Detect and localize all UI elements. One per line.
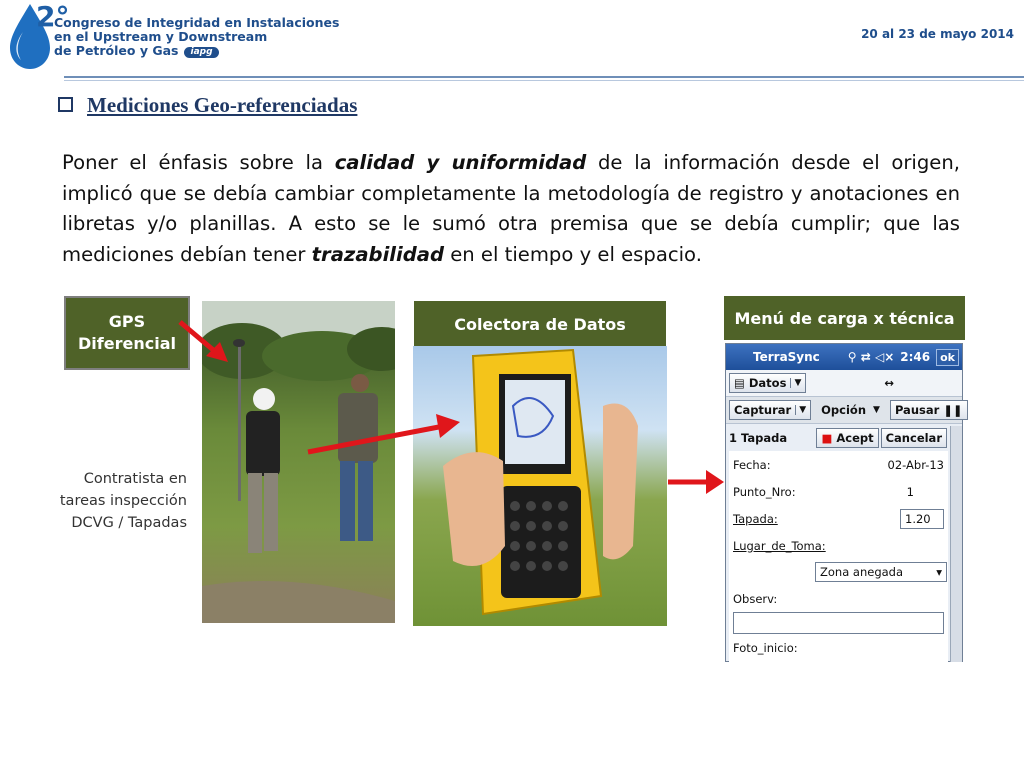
form-scrollbar[interactable] [950,426,962,662]
field-foto-inicio [729,634,948,661]
opcion-label: Opción [821,403,867,417]
congress-line-2: en el Upstream y Downstream [54,29,268,44]
caption-line-3: DCVG / Tapadas [71,515,187,531]
para-text-2: de la información desde el origen, implicó que se debía cambiar completamente la metodología de registro y anotaciones en libretas y/o planillas. A esto se le sumó otra premisa que se debía cumplir; que las mediciones debían tener [62,151,960,266]
field-tapada [729,505,948,532]
form-title: 1 Tapada [729,430,788,445]
field-label: Tapada: [733,511,778,526]
arrow-to-gps-icon [176,318,232,366]
field-value: 02-Abr-13 [887,457,944,472]
arrow-to-screen-icon [664,466,726,498]
field-punto-nro [729,478,948,505]
pausar-label: Pausar [894,403,940,417]
field-label: Punto_Nro: [733,484,796,499]
pausar-button[interactable] [890,400,968,420]
chevron-down-icon: ▼ [873,405,880,415]
chevron-down-icon: ▼ [790,378,801,388]
para-emphasis-1: calidad y uniformidad [334,151,587,174]
section-title: Mediciones Geo-referenciadas [87,93,358,117]
event-date: 20 al 23 de mayo 2014 [861,27,1014,41]
stop-square-icon: ■ [821,430,833,445]
acept-button[interactable] [816,428,878,448]
acept-label: Acept [836,430,874,445]
capturar-label: Capturar [734,403,792,417]
field-label: Fecha: [733,457,771,472]
field-label: Lugar_de_Toma: [733,538,826,553]
para-emphasis-2: trazabilidad [311,242,444,266]
clock: 2:46 [900,350,931,364]
pause-icon: ❚❚ [943,403,963,417]
field-value: 1 [906,484,914,499]
arrow-to-device-icon [304,412,464,462]
chevron-down-icon: ▼ [795,405,806,415]
select-value: Zona anegada [820,565,904,579]
field-label: Observ: [733,591,778,606]
capture-toolbar [726,397,962,424]
data-collector-photo [413,346,667,626]
para-text-1: Poner el énfasis sobre la [62,151,335,174]
lugar-select[interactable] [815,562,947,582]
field-lugar-de-toma [729,532,948,559]
header-divider [64,76,1024,78]
field-observ [729,585,948,612]
iapg-badge: iapg [184,47,218,58]
tapada-input[interactable]: 1.20 [900,509,944,529]
congress-line-1: Congreso de Integridad en Instalaciones [54,15,340,30]
congress-title [54,16,339,58]
gps-label-line2: Diferencial [78,334,176,353]
datos-toolbar [726,370,962,397]
gps-label [64,296,190,370]
cancel-button[interactable]: Cancelar [881,428,947,448]
chevron-down-icon: ▾ [936,565,942,579]
observ-input[interactable] [733,612,944,634]
header-divider-thin [64,80,1024,81]
ok-button[interactable]: ok [936,349,959,366]
caption-line-2: tareas inspección [59,493,187,509]
signal-icon: ⚲ ⇄ ◁× [847,350,895,364]
logo-number: 2° [36,0,70,33]
field-fecha [729,451,948,478]
body-paragraph [62,148,960,270]
datos-label: Datos [748,376,787,390]
resize-icon: ↔ [884,376,894,390]
opcion-dropdown[interactable] [817,401,884,419]
form-header [726,424,962,451]
congress-line-3: de Petróleo y Gas [54,43,179,58]
photo-caption [37,468,187,534]
caption-line-1: Contratista en [83,471,187,487]
capturar-dropdown[interactable] [729,400,811,420]
collector-label: Colectora de Datos [414,301,666,347]
lugar-select-row [729,559,948,585]
menu-label: Menú de carga x técnica [724,296,965,340]
para-text-3: en el tiempo y el espacio. [444,242,702,266]
checkbox-bullet-icon [58,97,73,112]
app-title: TerraSync [753,350,820,364]
terrasync-screen [725,343,963,662]
folder-icon: ▤ [734,376,745,390]
datos-dropdown[interactable] [729,373,806,393]
gps-label-line1: GPS [108,312,146,331]
form-body [729,451,948,681]
field-label: Foto_inicio: [733,640,798,655]
screen-titlebar [726,344,962,370]
